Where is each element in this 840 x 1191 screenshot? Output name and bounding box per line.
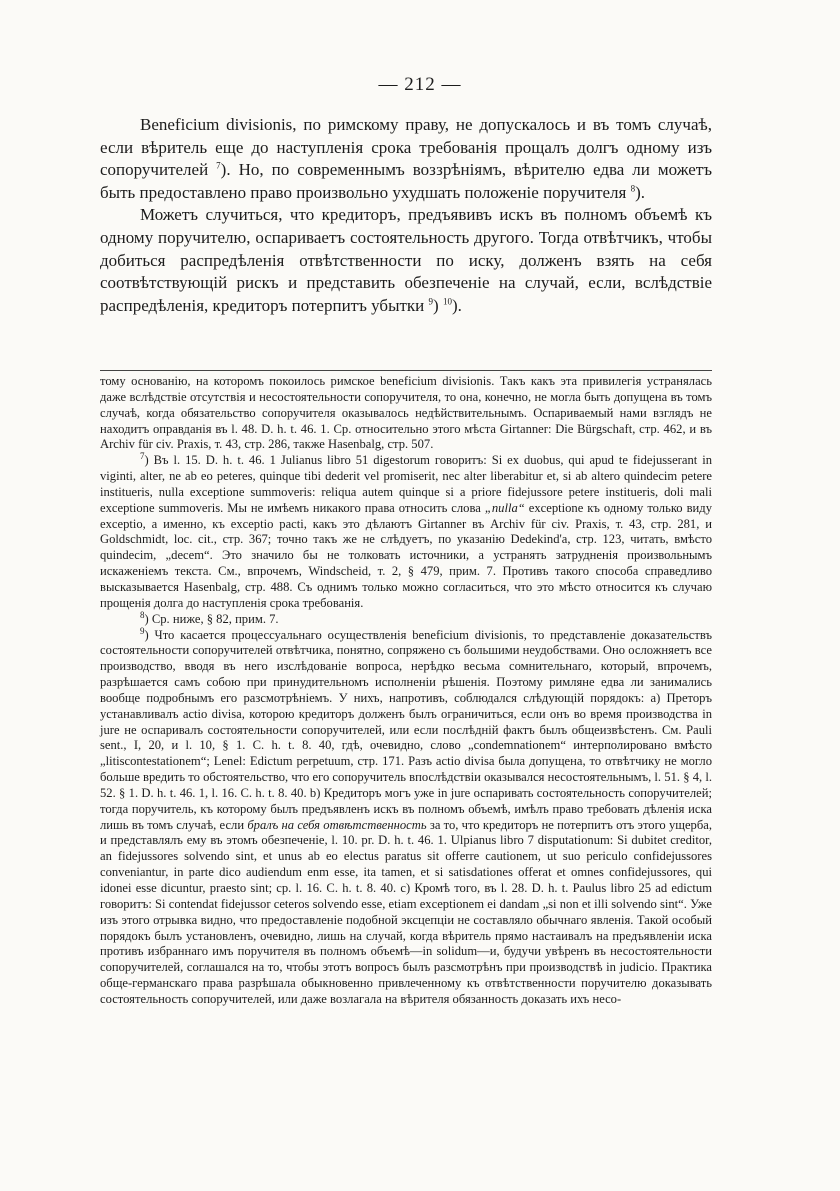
paragraph-text: Beneficium divisionis, по римскому праву, не допускалось и въ томъ случаѣ, если вѣритель еще до наступленія срока требованія прощалъ долгъ одному изъ сопоручителей <box>100 115 712 180</box>
footnotes <box>100 374 712 1008</box>
footnote-ref-9: 9 <box>428 296 434 307</box>
footnote-text: exceptione къ одному только виду exceptio, а именно, къ exceptio pacti, какъ это дѣлаютъ Girtanner въ Archiv für civ. Praxis, т. 43, стр. 281, и Goldschmidt, loc. cit., стр. 367; точно такъ же не слѣдуетъ, по указанію Dedekind'a, стр. 123, читать, вмѣсто quindecim, „decem“. Это значило бы не толковать источники, а устранять затрудненія произвольнымъ искаженіемъ текста. См., впрочемъ, Windscheid, т. 2, § 479, прим. 7. Противъ такого способа справедливо высказывается Hasenbalg, стр. 488. Съ однимъ только можно согласиться, что это мѣсто относится къ случаю прощенія долга до наступленія срока требованія. <box>100 500 712 610</box>
footnote-text: ) Въ l. 15. D. h. t. 46. 1 Julianus libro 51 digestorum говоритъ: Si ex duobus, qui apud te fidejusserant in viginti, alter, ne ab eo peteres, quinque tibi dederit vel promiserit, nec alter liberabitur et, si ab altero quindecim petere instituеris, nulla exceptione summoveris: reliqua autem quinque si a priore fidejussore petere instituеris, doli mali exceptione summoveris. Мы не имѣемъ никакого права относить слова <box>100 453 712 515</box>
footnote-7 <box>100 453 712 611</box>
footnote-mark: 7 <box>140 451 145 462</box>
paragraph-text: Можетъ случиться, что кредиторъ, предъявивъ искъ въ полномъ объемѣ къ одному поручителю, оспариваетъ состоятельность другого. Тогда отвѣтчикъ, чтобы добиться распредѣленія отвѣтственности по иску, долженъ взять на себя соотвѣтствующій рискъ и представить обезпеченіе на случай, если, вслѣдствіе распредѣленія, кредиторъ потерпитъ убытки <box>100 205 712 315</box>
paragraph-text: ) <box>433 295 443 315</box>
footnote-text: ) Ср. ниже, § 82, прим. 7. <box>144 611 279 626</box>
footnote-continuation: тому основанію, на которомъ покоилось римское beneficium divisionis. Такъ какъ эта привилегія устранялась даже вслѣдствіе отсутствія и несостоятельности сопоручителя, то она, конечно, не могла быть допущена въ томъ случаѣ, когда обязательство сопоручителя оказывалось недѣйствительнымъ. Оспариваемый нами взглядъ не находитъ оправданія въ l. 48. D. h. t. 46. 1. Ср. относительно этого мѣста Girtanner: Die Bürgschaft, стр. 462, и въ Archiv für civ. Praxis, т. 43, стр. 286, также Hasenbalg, стр. 507. <box>100 374 712 452</box>
footnote-separator <box>100 370 712 371</box>
footnote-mark: 8 <box>140 609 145 620</box>
footnote-mark: 9 <box>140 625 145 636</box>
paragraph-text: ). <box>451 295 462 315</box>
footnote-italic-phrase: бралъ на себя отвѣтственность <box>247 817 427 832</box>
footnote-ref-10: 10 <box>442 296 452 307</box>
paragraph-beneficium <box>100 114 712 204</box>
footnote-quote: „nulla“ <box>484 500 525 515</box>
footnote-9 <box>100 625 712 1008</box>
paragraph-creditor <box>100 204 712 317</box>
paragraph-text: ). <box>635 182 646 202</box>
footnote-text: за то, что кредиторъ не потерпитъ отъ этого ущерба, и представлялъ ему въ этомъ обезпеченіе, l. 10. pr. D. h. t. 46. 1. Ulpianus libro 7 disputationum: Si dubitet creditor, an fidejussores solvendo sint, et unus ab eo electus paratus sit offerre cautionem, ut suo periculo confidejussores conveniantur, in parte dico audiendum enm esse, ita tamen, et si satisdationes offerat et omnes confidejussores, qui idonei esse dicuntur, praesto sint; ср. l. 16. C. h. t. 8. 40. c) Кромѣ того, въ l. 28. D. h. t. Paulus libro 25 ad edictum говоритъ: Si contendat fidejussor ceteros solvendo esse, etiam exceptionem ei dandam „si non et illi solvendo sint“. Уже изъ этого отрывка видно, что предоставленіе подобной эксцепціи не составляло обычнаго явленія. Такой особый порядокъ былъ установленъ, очевидно, лишь на случай, когда вѣритель прямо настаивалъ на предъявленіи иска противъ избраннаго имъ поручителя въ полномъ объемѣ—in solidum—и, будучи увѣренъ въ несостоятельности сопоручителей, соглашался на то, чтобы этотъ вопросъ былъ разсмотрѣнъ при производствѣ in judicio. Практика обще-германскаго права разрѣшала обыкновенно привлеченному къ отвѣтственности поручителю доказывать состоятельность сопоручителей, или даже возлагала на вѣрителя обязанность доказать ихъ несо- <box>100 817 712 1006</box>
footnote-ref-7: 7 <box>216 160 221 171</box>
main-text <box>100 114 712 317</box>
paragraph-text: ). Но, по современнымъ воззрѣніямъ, вѣрителю едва ли можетъ быть предоставлено право произвольно ухудшать положеніе поручителя <box>100 160 713 202</box>
page-number: — 212 — <box>378 74 462 95</box>
footnote-ref-8: 8 <box>630 183 636 194</box>
footnote-8 <box>100 609 712 628</box>
footnote-text: ) Что касается процессуальнаго осуществленія beneficium divisionis, то представленіе доказательствъ состоятельности сопоручителей отвѣтчика, понятно, сопряжено съ большими неудобствами. Оно осложняетъ все производство, вводя въ него изслѣдованіе вопроса, нерѣдко весьма сомнительнаго, который, впрочемъ, разрѣшается самъ собою при принудительномъ исполненіи рѣшенія. Поэтому римляне едва ли занимались вообще подробнымъ его разсмотрѣніемъ. У нихъ, напротивъ, соблюдался слѣдующій порядокъ: а) Преторъ устанавливалъ actio divisa, которою кредиторъ долженъ былъ ограничиться, если онъ во время производства in jure не оспаривалъ состоятельности сопоручителей, или если послѣдній фактъ былъ общеизвѣстенъ. См. Pauli sent., I, 20, и l. 10, § 1. C. h. t. 8. 40, гдѣ, очевидно, слово „condemnationem“ интерполировано вмѣсто „litiscontestationem“; Lenel: Edictum perpetuum, стр. 171. Разъ actio divisa была допущена, то отвѣтчику не могло больше вредить то обстоятельство, что его сопоручитель впослѣдствіи оказывался несостоятельнымъ, l. 51. § 4, l. 52. § 1. D. h. t. 46. 1, l. 16. C. h. t. 8. 40. b) Кредиторъ могъ уже in jure оспаривать состоятельность сопоручителей; тогда поручитель, къ которому былъ предъявленъ искъ въ полномъ объемѣ, имѣлъ право требовать дѣленія иска лишь въ томъ случаѣ, если <box>100 627 712 832</box>
